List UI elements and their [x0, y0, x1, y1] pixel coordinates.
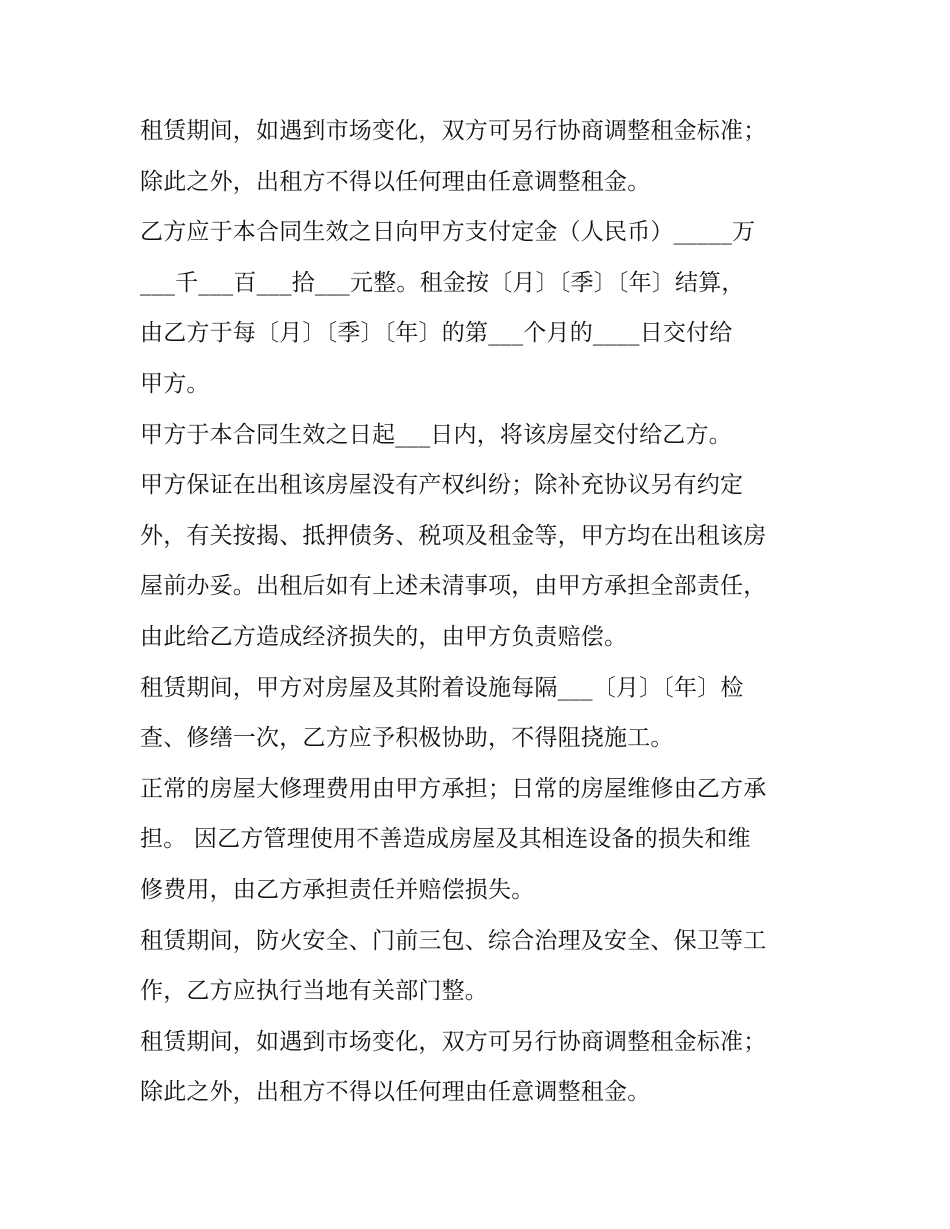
text-line-19: 租赁期间，如遇到市场变化，双方可另行协商调整租金标准； — [140, 1028, 767, 1055]
text-line-18: 作，乙方应执行当地有关部门整。 — [140, 978, 488, 1005]
text-line-6: 甲方。 — [140, 370, 210, 397]
text-line-10: 屋前办妥。出租后如有上述未清事项，由甲方承担全部责任， — [140, 573, 767, 600]
text-line-12: 租赁期间，甲方对房屋及其附着设施每隔___〔月〕〔年〕检 — [140, 674, 744, 701]
text-line-2: 除此之外，出租方不得以任何理由任意调整租金。 — [140, 168, 651, 195]
text-line-14: 正常的房屋大修理费用由甲方承担；日常的房屋维修由乙方承 — [140, 775, 767, 802]
text-line-4: ___千___百___拾___元整。租金按〔月〕〔季〕〔年〕结算， — [140, 269, 745, 296]
text-line-9: 外，有关按揭、抵押债务、税项及租金等，甲方均在出租该房 — [140, 522, 767, 549]
document-body — [140, 106, 820, 1118]
text-line-7: 甲方于本合同生效之日起___日内，将该房屋交付给乙方。 — [140, 421, 732, 448]
text-line-1: 租赁期间，如遇到市场变化，双方可另行协商调整租金标准； — [140, 118, 767, 144]
text-line-20: 除此之外，出租方不得以任何理由任意调整租金。 — [140, 1079, 651, 1106]
text-line-5: 由乙方于每〔月〕〔季〕〔年〕的第___个月的____日交付给 — [140, 320, 733, 347]
text-line-8: 甲方保证在出租该房屋没有产权纠纷；除补充协议另有约定 — [140, 472, 744, 499]
text-line-16: 修费用，由乙方承担责任并赔偿损失。 — [140, 876, 535, 903]
text-line-15: 担。 因乙方管理使用不善造成房屋及其相连设备的损失和维 — [140, 826, 751, 853]
text-line-3: 乙方应于本合同生效之日向甲方支付定金（人民币）_____万 — [140, 219, 756, 246]
text-line-11: 由此给乙方造成经济损失的，由甲方负责赔偿。 — [140, 623, 628, 650]
text-line-13: 查、修缮一次，乙方应予积极协助，不得阻挠施工。 — [140, 725, 674, 752]
text-line-17: 租赁期间，防火安全、门前三包、综合治理及安全、保卫等工 — [140, 927, 767, 954]
